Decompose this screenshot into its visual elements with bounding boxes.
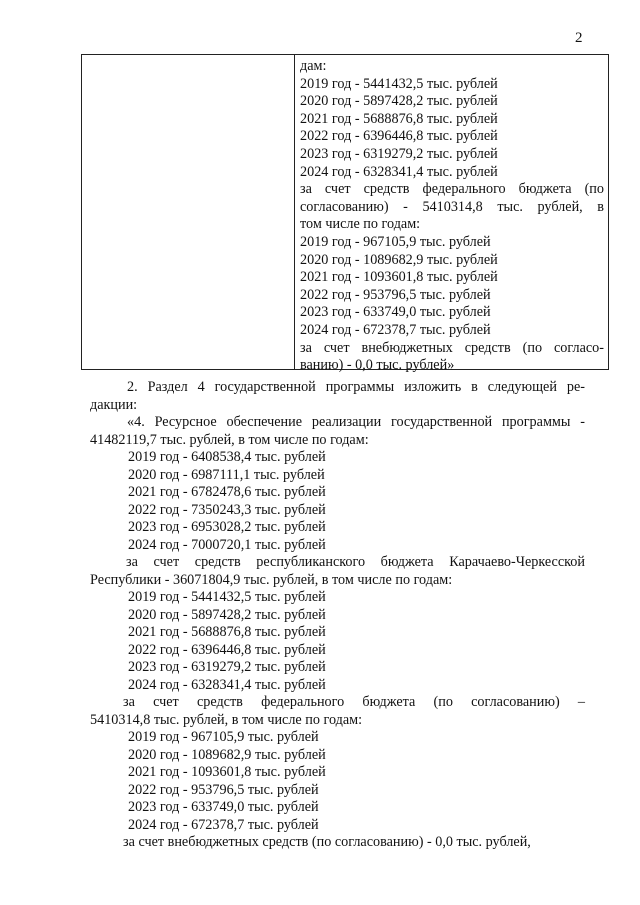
- year-line: 2019 год - 967105,9 тыс. рублей: [128, 729, 319, 745]
- year-line: 2020 год - 1089682,9 тыс. рублей: [128, 746, 326, 763]
- paragraph-line: 2. Раздел 4 государственной программы изложить в следующей ре-: [127, 379, 585, 395]
- paragraph-line: дакции:: [90, 396, 138, 413]
- table-line: за счет средств федерального бюджета (по: [300, 181, 604, 198]
- table-right-cell: [300, 58, 604, 375]
- year-line: 2024 год - 672378,7 тыс. рублей: [128, 816, 319, 833]
- paragraph-line: 41482119,7 тыс. рублей, в том числе по годам:: [90, 431, 369, 448]
- table-line: 2024 год - 6328341,4 тыс. рублей: [300, 163, 498, 180]
- table-line: 2019 год - 5441432,5 тыс. рублей: [300, 75, 498, 92]
- year-line: 2020 год - 5897428,2 тыс. рублей: [128, 606, 326, 623]
- year-line: 2024 год - 7000720,1 тыс. рублей: [128, 536, 326, 553]
- table-line: 2023 год - 633749,0 тыс. рублей: [300, 304, 491, 321]
- paragraph-line: за счет средств республиканского бюджета Карачаево-Черкесской: [126, 554, 585, 570]
- paragraph-line: 5410314,8 тыс. рублей, в том числе по годам:: [90, 711, 363, 728]
- table-line: 2022 год - 953796,5 тыс. рублей: [300, 286, 491, 303]
- paragraph-line: за счет средств федерального бюджета (по согласованию) –: [123, 694, 585, 710]
- year-line: 2023 год - 6953028,2 тыс. рублей: [128, 519, 326, 535]
- table-line: 2022 год - 6396446,8 тыс. рублей: [300, 128, 498, 145]
- year-line: 2021 год - 1093601,8 тыс. рублей: [128, 764, 326, 780]
- table-line: дам:: [300, 58, 327, 74]
- table-line: том числе по годам:: [300, 216, 421, 233]
- year-line: 2021 год - 5688876,8 тыс. рублей: [128, 624, 326, 640]
- year-line: 2021 год - 6782478,6 тыс. рублей: [128, 484, 326, 500]
- resource-table: [81, 54, 609, 374]
- year-line: 2023 год - 633749,0 тыс. рублей: [128, 799, 319, 815]
- table-line: 2021 год - 1093601,8 тыс. рублей: [300, 269, 498, 286]
- year-line: 2022 год - 6396446,8 тыс. рублей: [128, 641, 326, 658]
- table-line: 2019 год - 967105,9 тыс. рублей: [300, 233, 491, 250]
- table-column-divider: [294, 55, 295, 369]
- year-line: 2023 год - 6319279,2 тыс. рублей: [128, 659, 326, 675]
- year-line: 2024 год - 6328341,4 тыс. рублей: [128, 676, 326, 693]
- table-line: ванию) - 0,0 тыс. рублей»: [300, 357, 455, 374]
- table-line: 2021 год - 5688876,8 тыс. рублей: [300, 110, 498, 127]
- table-line: 2020 год - 1089682,9 тыс. рублей: [300, 251, 498, 268]
- year-line: 2022 год - 7350243,3 тыс. рублей: [128, 501, 326, 518]
- table-line: согласованию) - 5410314,8 тыс. рублей, в: [300, 198, 604, 215]
- paragraph-line: Республики - 36071804,9 тыс. рублей, в том числе по годам:: [90, 571, 453, 588]
- document-body: [90, 379, 585, 852]
- table-line: за счет внебюджетных средств (по согласо-: [300, 339, 604, 356]
- paragraph-line: за счет внебюджетных средств (по согласованию) - 0,0 тыс. рублей,: [123, 834, 531, 850]
- table-line: 2020 год - 5897428,2 тыс. рублей: [300, 93, 498, 110]
- year-line: 2019 год - 6408538,4 тыс. рублей: [128, 449, 326, 465]
- year-line: 2019 год - 5441432,5 тыс. рублей: [128, 589, 326, 605]
- year-line: 2020 год - 6987111,1 тыс. рублей: [128, 466, 325, 483]
- table-line: 2023 год - 6319279,2 тыс. рублей: [300, 145, 498, 162]
- table-line: 2024 год - 672378,7 тыс. рублей: [300, 321, 491, 338]
- paragraph-line: «4. Ресурсное обеспечение реализации государственной программы -: [127, 414, 585, 430]
- year-line: 2022 год - 953796,5 тыс. рублей: [128, 781, 319, 798]
- page-number: 2: [575, 30, 583, 46]
